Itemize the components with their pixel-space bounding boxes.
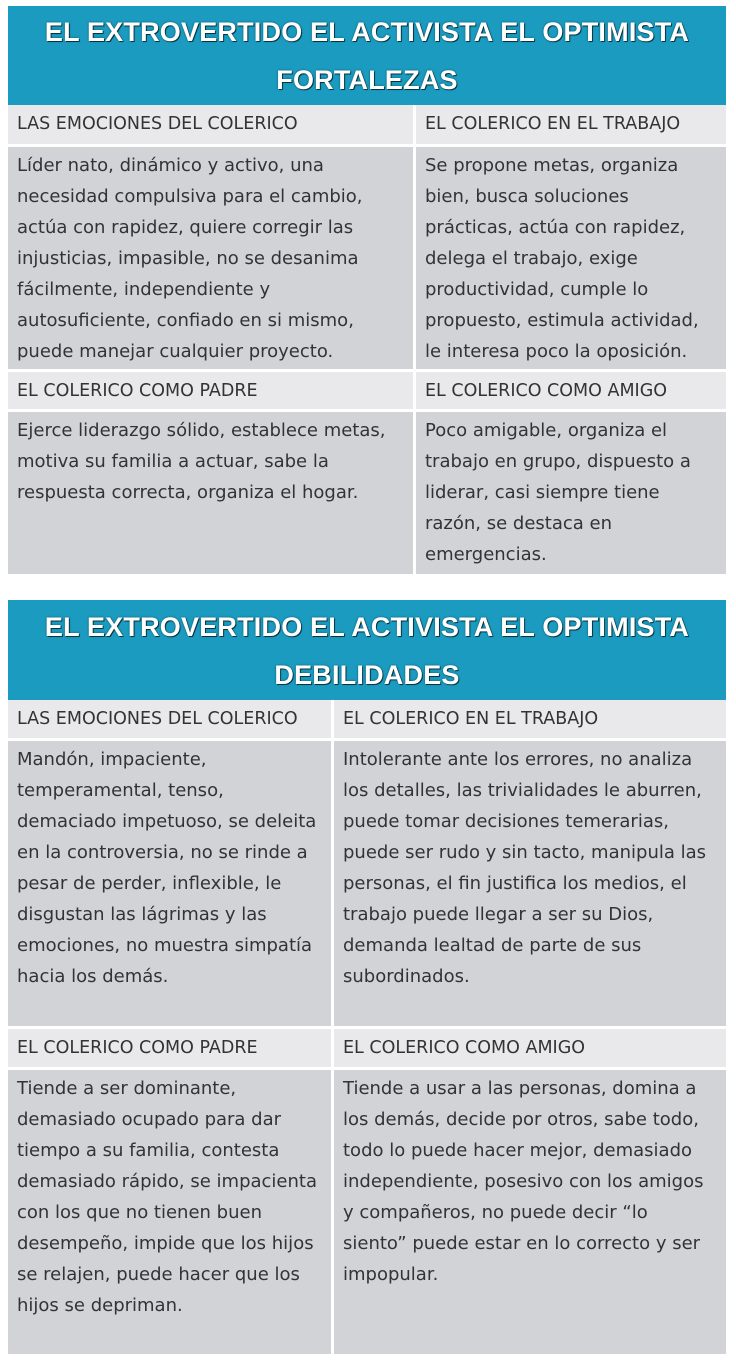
debilidades-label-row-1 bbox=[8, 700, 726, 741]
fortalezas-title-line2: FORTALEZAS bbox=[276, 65, 458, 95]
debilidades-text-row-1 bbox=[8, 741, 726, 1029]
label-trabajo: EL COLERICO EN EL TRABAJO bbox=[334, 700, 726, 741]
text-padre: Tiende a ser dominante, demasiado ocupado para dar tiempo a su familia, contesta demasiado rápido, se impacienta con los que no tienen buen desempeño, impide que los hijos se relajen, puede hacer que los hijos se depriman. bbox=[8, 1070, 334, 1357]
debilidades-table bbox=[8, 600, 726, 1357]
fortalezas-table bbox=[8, 6, 726, 577]
debilidades-label-row-2 bbox=[8, 1029, 726, 1070]
debilidades-text-row-2 bbox=[8, 1070, 726, 1357]
fortalezas-header bbox=[8, 6, 726, 105]
text-amigo: Tiende a usar a las personas, domina a los demás, decide por otros, sabe todo, todo lo puede hacer mejor, demasiado independiente, posesivo con los amigos y compañeros, no puede decir “lo siento” puede estar en lo correcto y ser impopular. bbox=[334, 1070, 726, 1357]
label-amigo: EL COLERICO COMO AMIGO bbox=[334, 1029, 726, 1070]
fortalezas-title-line1: EL EXTROVERTIDO EL ACTIVISTA EL OPTIMISTA bbox=[44, 17, 690, 47]
fortalezas-text-row-2 bbox=[8, 412, 726, 577]
debilidades-title-line2: DEBILIDADES bbox=[274, 660, 460, 690]
label-emociones: LAS EMOCIONES DEL COLERICO bbox=[8, 105, 416, 147]
label-amigo: EL COLERICO COMO AMIGO bbox=[416, 372, 726, 412]
debilidades-title-line1: EL EXTROVERTIDO EL ACTIVISTA EL OPTIMISTA bbox=[44, 612, 690, 642]
text-amigo: Poco amigable, organiza el trabajo en grupo, dispuesto a liderar, casi siempre tiene razón, se destaca en emergencias. bbox=[416, 412, 726, 577]
label-trabajo: EL COLERICO EN EL TRABAJO bbox=[416, 105, 726, 147]
text-trabajo: Intolerante ante los errores, no analiza los detalles, las trivialidades le aburren, puede tomar decisiones temerarias, puede ser rudo y sin tacto, manipula las personas, el fin justifica los medios, el trabajo puede llegar a ser su Dios, demanda lealtad de parte de sus subordinados. bbox=[334, 741, 726, 1029]
label-padre: EL COLERICO COMO PADRE bbox=[8, 372, 416, 412]
fortalezas-label-row-2 bbox=[8, 372, 726, 412]
text-emociones: Líder nato, dinámico y activo, una necesidad compulsiva para el cambio, actúa con rapidez, quiere corregir las injusticias, impasible, no se desanima fácilmente, independiente y autosuficiente, confiado en si mismo, puede manejar cualquier proyecto. bbox=[8, 147, 416, 372]
label-padre: EL COLERICO COMO PADRE bbox=[8, 1029, 334, 1070]
text-emociones: Mandón, impaciente, temperamental, tenso, demaciado impetuoso, se deleita en la controversia, no se rinde a pesar de perder, inflexible, le disgustan las lágrimas y las emociones, no muestra simpatía hacia los demás. bbox=[8, 741, 334, 1029]
text-trabajo: Se propone metas, organiza bien, busca soluciones prácticas, actúa con rapidez, delega el trabajo, exige productividad, cumple lo propuesto, estimula actividad, le interesa poco la oposición. bbox=[416, 147, 726, 372]
text-padre: Ejerce liderazgo sólido, establece metas, motiva su familia a actuar, sabe la respuesta correcta, organiza el hogar. bbox=[8, 412, 416, 577]
debilidades-header bbox=[8, 600, 726, 700]
fortalezas-label-row-1 bbox=[8, 105, 726, 147]
fortalezas-text-row-1 bbox=[8, 147, 726, 372]
label-emociones: LAS EMOCIONES DEL COLERICO bbox=[8, 700, 334, 741]
